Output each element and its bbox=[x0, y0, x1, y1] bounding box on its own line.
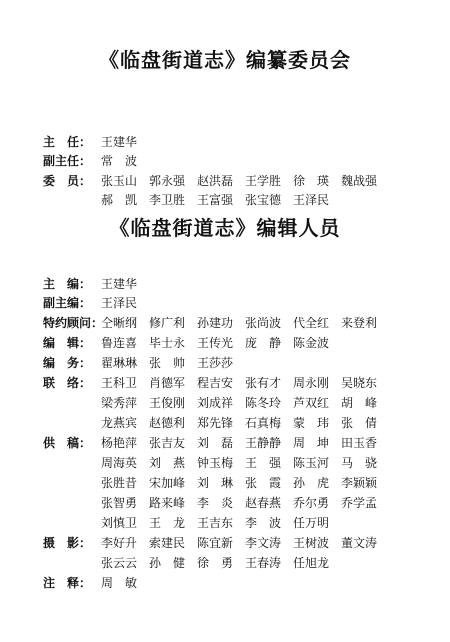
notes-label: 注 释： bbox=[43, 576, 92, 590]
member-name: 王学胜 bbox=[245, 174, 282, 188]
contributor-name: 张胜昔 bbox=[101, 476, 138, 490]
contributor-name: 李 炎 bbox=[197, 496, 234, 510]
contributor-name: 周 坤 bbox=[293, 436, 330, 450]
deputy-editor-label: 副主编： bbox=[43, 296, 92, 310]
contributor-name: 张智勇 bbox=[101, 496, 138, 510]
member-name: 张宝德 bbox=[245, 193, 282, 207]
committee-deputy-label: 副主任： bbox=[43, 154, 92, 168]
contributor-name: 刘 燕 bbox=[149, 456, 186, 470]
member-name: 李卫胜 bbox=[149, 193, 186, 207]
member-name: 张玉山 bbox=[101, 174, 138, 188]
committee-members-label: 委 员： bbox=[43, 174, 92, 188]
editor-name: 鲁连喜 bbox=[101, 336, 138, 350]
chief-editor-name: 王建华 bbox=[101, 277, 138, 291]
contributor-name: 周海英 bbox=[101, 456, 138, 470]
advisor-name: 仝晰纲 bbox=[101, 316, 138, 330]
contributor-name: 孙 虎 bbox=[293, 476, 330, 490]
photographer-name: 李文涛 bbox=[245, 536, 282, 550]
advisor-name: 代全红 bbox=[293, 316, 330, 330]
liaison-name: 刘成祥 bbox=[197, 396, 234, 410]
member-name: 王泽民 bbox=[293, 193, 330, 207]
contributor-name: 刘 琳 bbox=[197, 476, 234, 490]
photographer-name: 董文涛 bbox=[341, 536, 378, 550]
liaison-name: 赵德利 bbox=[149, 416, 186, 430]
advisor-name: 张尚波 bbox=[245, 316, 282, 330]
contributor-name: 李颖颖 bbox=[341, 476, 378, 490]
member-name: 郝 凯 bbox=[101, 193, 138, 207]
liaison-name: 王俊刚 bbox=[149, 396, 186, 410]
contributor-name: 王 龙 bbox=[149, 516, 186, 530]
liaison-name: 程吉安 bbox=[197, 376, 234, 390]
photographer-name: 张云云 bbox=[101, 556, 138, 570]
contributor-name: 张吉友 bbox=[149, 436, 186, 450]
contributor-name: 宋加峰 bbox=[149, 476, 186, 490]
contributor-name: 田玉香 bbox=[341, 436, 378, 450]
chief-editor-label: 主 编： bbox=[43, 277, 92, 291]
contributor-name: 马 骁 bbox=[341, 456, 378, 470]
liaison-name: 张有才 bbox=[245, 376, 282, 390]
typeset-label: 编 务： bbox=[43, 356, 92, 370]
photographer-name: 王树波 bbox=[293, 536, 330, 550]
editor-name: 毕士永 bbox=[149, 336, 186, 350]
contributor-name: 乔尔勇 bbox=[293, 496, 330, 510]
committee-director-label: 主 任： bbox=[43, 135, 92, 149]
photographer-name: 任旭龙 bbox=[293, 556, 330, 570]
contributor-name: 陈玉河 bbox=[293, 456, 330, 470]
advisor-name: 修广利 bbox=[149, 316, 186, 330]
liaison-name: 吴晓东 bbox=[341, 376, 378, 390]
contributor-name: 刘 磊 bbox=[197, 436, 234, 450]
member-name: 徐 瑛 bbox=[293, 174, 330, 188]
advisors-label: 特约顾问： bbox=[43, 316, 104, 330]
contributor-name: 王吉东 bbox=[197, 516, 234, 530]
staff-name: 王莎莎 bbox=[197, 356, 234, 370]
photographer-name: 徐 勇 bbox=[197, 556, 234, 570]
staff-name: 张 帅 bbox=[149, 356, 186, 370]
advisor-name: 孙建功 bbox=[197, 316, 234, 330]
member-name: 赵洪磊 bbox=[197, 174, 234, 188]
contributor-name: 张 霞 bbox=[245, 476, 282, 490]
editing-label: 编 辑： bbox=[43, 336, 92, 350]
contributor-name: 李 波 bbox=[245, 516, 282, 530]
photographer-name: 索建民 bbox=[149, 536, 186, 550]
staff-name: 翟琳琳 bbox=[101, 356, 138, 370]
deputy-editor-name: 王泽民 bbox=[101, 296, 138, 310]
contributor-name: 杨艳萍 bbox=[101, 436, 138, 450]
photographer-name: 孙 健 bbox=[149, 556, 186, 570]
photographer-name: 陈宜新 bbox=[197, 536, 234, 550]
member-name: 魏战强 bbox=[341, 174, 378, 188]
notes-name: 周 敏 bbox=[101, 576, 138, 590]
editor-name: 王传光 bbox=[197, 336, 234, 350]
liaison-name: 张 倩 bbox=[341, 416, 378, 430]
liaison-name: 芦双红 bbox=[293, 396, 330, 410]
liaison-name: 郑先锋 bbox=[197, 416, 234, 430]
liaison-name: 王科卫 bbox=[101, 376, 138, 390]
committee-director-name: 王建华 bbox=[101, 135, 138, 149]
liaison-name: 龙燕宾 bbox=[101, 416, 138, 430]
contributor-name: 刘慎卫 bbox=[101, 516, 138, 530]
contributor-name: 钟玉梅 bbox=[197, 456, 234, 470]
liaison-name: 蒙 玮 bbox=[293, 416, 330, 430]
member-name: 王富强 bbox=[197, 193, 234, 207]
editor-name: 陈金波 bbox=[293, 336, 330, 350]
contributors-label: 供 稿： bbox=[43, 436, 92, 450]
liaison-name: 陈冬玲 bbox=[245, 396, 282, 410]
liaison-name: 梁秀萍 bbox=[101, 396, 138, 410]
contributor-name: 王静静 bbox=[245, 436, 282, 450]
liaison-label: 联 络： bbox=[43, 376, 92, 390]
contributor-name: 路来峰 bbox=[149, 496, 186, 510]
liaison-name: 肖德军 bbox=[149, 376, 186, 390]
editors-title: 《临盘街道志》编辑人员 bbox=[109, 216, 341, 240]
liaison-name: 胡 峰 bbox=[341, 396, 378, 410]
committee-deputy-name: 常 波 bbox=[101, 154, 138, 168]
editor-name: 庞 静 bbox=[245, 336, 282, 350]
member-name: 郭永强 bbox=[149, 174, 186, 188]
photographer-name: 李好升 bbox=[101, 536, 138, 550]
contributor-name: 王 强 bbox=[245, 456, 282, 470]
contributor-name: 赵春燕 bbox=[245, 496, 282, 510]
photographer-name: 王春涛 bbox=[245, 556, 282, 570]
contributor-name: 任万明 bbox=[293, 516, 330, 530]
committee-title: 《临盘街道志》编纂委员会 bbox=[99, 48, 351, 72]
liaison-name: 石真梅 bbox=[245, 416, 282, 430]
advisor-name: 来登利 bbox=[341, 316, 378, 330]
contributor-name: 乔学孟 bbox=[341, 496, 378, 510]
liaison-name: 周永刚 bbox=[293, 376, 330, 390]
photography-label: 摄 影： bbox=[43, 536, 92, 550]
